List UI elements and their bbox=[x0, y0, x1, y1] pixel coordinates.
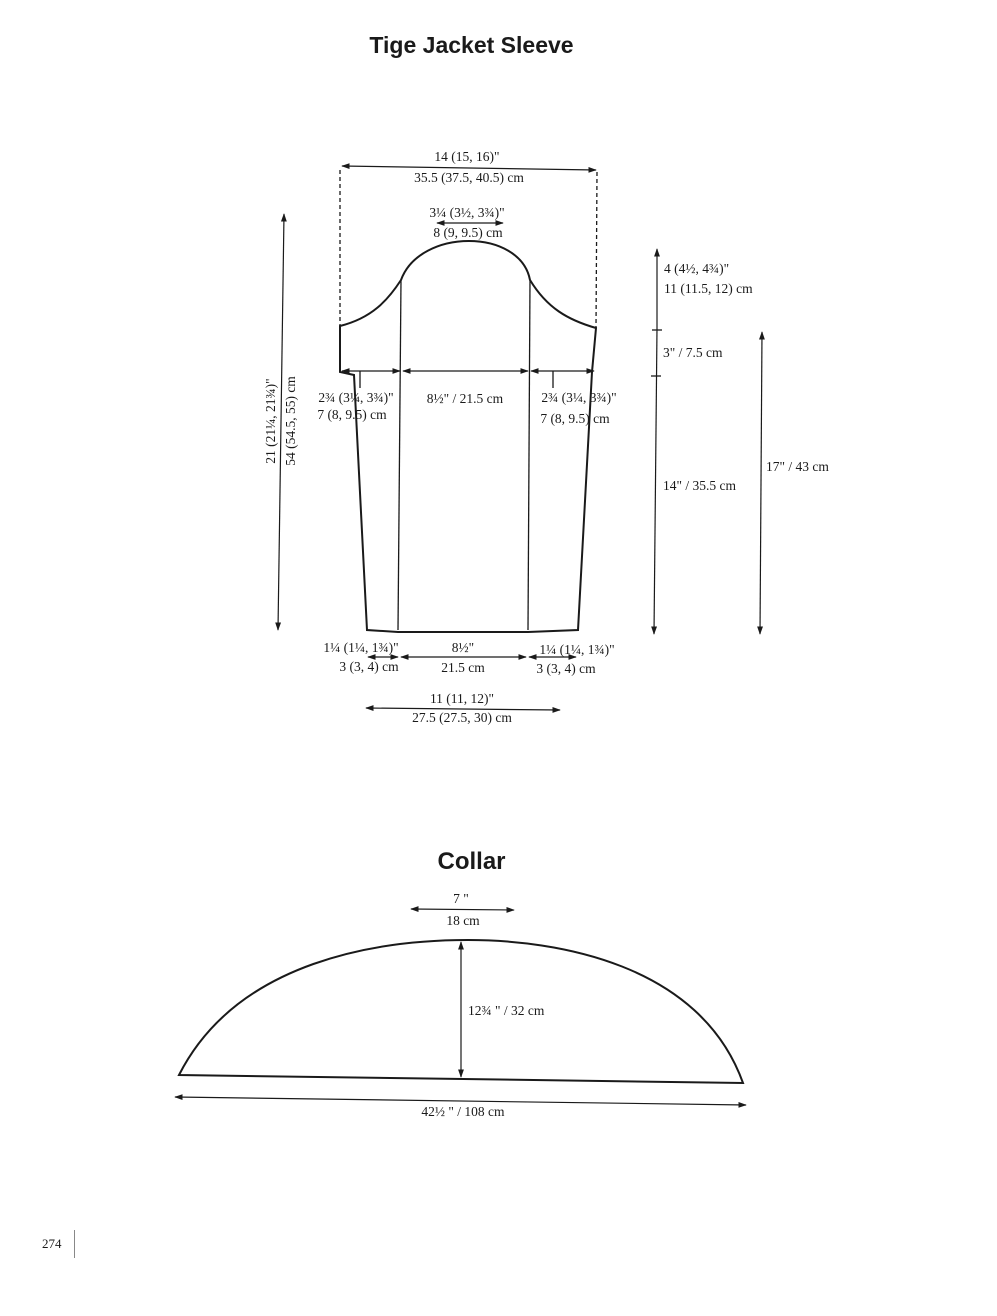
cuff-center-cm-label: 21.5 cm bbox=[441, 660, 485, 675]
collar-top-cm-label: 18 cm bbox=[446, 913, 480, 928]
sleeve-fold-line-right bbox=[528, 280, 530, 630]
upper-center-label: 8½" / 21.5 cm bbox=[426, 391, 504, 406]
top-width-in-label: 14 (15, 16)" bbox=[434, 149, 500, 164]
upper-right-cm-label: 7 (8, 9.5) cm bbox=[540, 411, 610, 426]
sleeve-fold-line-left bbox=[398, 280, 401, 630]
page-number-divider bbox=[74, 1230, 75, 1258]
cap-height-cm-label: 11 (11.5, 12) cm bbox=[664, 281, 753, 296]
cap-height-in-label: 4 (4½, 4¾)" bbox=[664, 261, 730, 276]
sleeve-dashed-line-right bbox=[596, 172, 597, 328]
collar-top-in-label: 7 " bbox=[453, 891, 469, 906]
collar-top-arrow bbox=[411, 909, 514, 910]
right-total-label: 17" / 43 cm bbox=[766, 459, 829, 474]
upper-left-cm-label: 7 (8, 9.5) cm bbox=[317, 407, 387, 422]
top-width-cm-label: 35.5 (37.5, 40.5) cm bbox=[414, 170, 524, 185]
cap-top-cm-label: 8 (9, 9.5) cm bbox=[433, 225, 503, 240]
cuff-total-in-label: 11 (11, 12)" bbox=[429, 691, 495, 706]
cuff-right-in-label: 1¼ (1¼, 1¾)" bbox=[539, 642, 615, 657]
cuff-total-cm-label: 27.5 (27.5, 30) cm bbox=[412, 710, 512, 725]
upper-side-label: 3" / 7.5 cm bbox=[663, 345, 723, 360]
lower-side-label: 14" / 35.5 cm bbox=[663, 478, 737, 493]
cuff-center-in-label: 8½" bbox=[451, 640, 475, 655]
page-number: 274 bbox=[42, 1236, 62, 1251]
sleeve-schematic bbox=[263, 149, 829, 725]
left-total-cm-label: 54 (54.5, 55) cm bbox=[283, 376, 298, 466]
collar-length-label: 42½ " / 108 cm bbox=[421, 1104, 505, 1119]
upper-right-in-label: 2¾ (3¼, 3¾)" bbox=[541, 390, 617, 405]
right-total-arrow bbox=[760, 332, 762, 634]
cap-top-in-label: 3¼ (3½, 3¾)" bbox=[429, 205, 505, 220]
collar-schematic bbox=[175, 891, 746, 1119]
left-total-in-label: 21 (21¼, 21¾)" bbox=[263, 378, 278, 464]
sleeve-outline bbox=[340, 241, 596, 632]
cuff-right-cm-label: 3 (3, 4) cm bbox=[536, 661, 596, 676]
collar-height-label: 12¾ " / 32 cm bbox=[468, 1003, 545, 1018]
upper-left-in-label: 2¾ (3¼, 3¾)" bbox=[318, 390, 394, 405]
collar-title: Collar bbox=[437, 848, 506, 875]
cuff-left-cm-label: 3 (3, 4) cm bbox=[339, 659, 399, 674]
sleeve-title: Tige Jacket Sleeve bbox=[369, 32, 574, 58]
cuff-left-in-label: 1¼ (1¼, 1¾)" bbox=[323, 640, 399, 655]
side-length-arrow bbox=[654, 328, 657, 634]
